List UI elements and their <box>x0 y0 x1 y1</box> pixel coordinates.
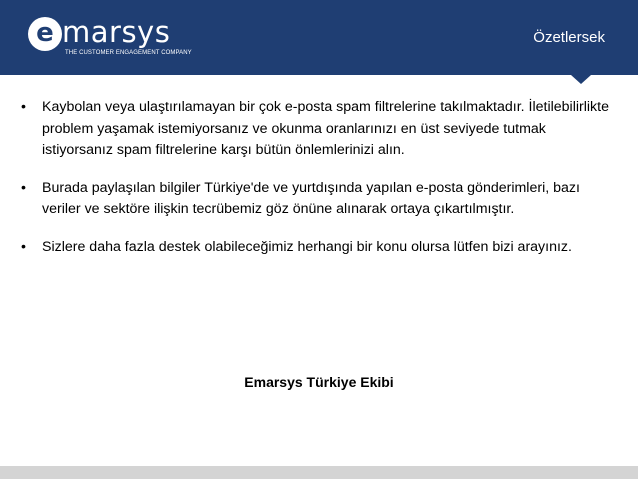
bullet-text: Sizlere daha fazla destek olabileceğimiz herhangi bir konu olursa lütfen bizi arayınız. <box>42 238 572 255</box>
bullet-item <box>21 178 611 221</box>
emarsys-logo <box>28 13 192 63</box>
header-bar <box>0 0 638 75</box>
bullet-dot-icon: • <box>21 238 26 255</box>
section-title: Özetlersek <box>533 29 605 46</box>
bullet-dot-icon: • <box>21 179 26 196</box>
logo-mark: e <box>36 18 54 48</box>
logo-wordmark: marsys <box>62 15 171 49</box>
logo-tagline: THE CUSTOMER ENGAGEMENT COMPANY <box>65 50 192 56</box>
bullet-text: Kaybolan veya ulaştırılamayan bir çok e-posta spam filtrelerine takılmaktadır. İletilebilirlikte problem yaşamak istemiyorsanız ve okunma oranlarınızı en üst seviyede tutmak istiyorsanız spam filtrelerine karşı bütün önlemlerinizi alın. <box>42 99 609 158</box>
header-notch <box>571 75 591 84</box>
bullet-item <box>21 237 611 259</box>
bullet-item <box>21 97 611 162</box>
bullet-text: Burada paylaşılan bilgiler Türkiye'de ve yurtdışında yapılan e-posta gönderimleri, bazı veriler ve sektöre ilişkin tecrübemiz göz önüne alınarak ortaya çıkartılmıştır. <box>42 179 580 217</box>
bullet-list <box>21 97 611 274</box>
footer-bar <box>0 466 638 479</box>
signature: Emarsys Türkiye Ekibi <box>244 374 394 390</box>
bullet-dot-icon: • <box>21 99 26 115</box>
